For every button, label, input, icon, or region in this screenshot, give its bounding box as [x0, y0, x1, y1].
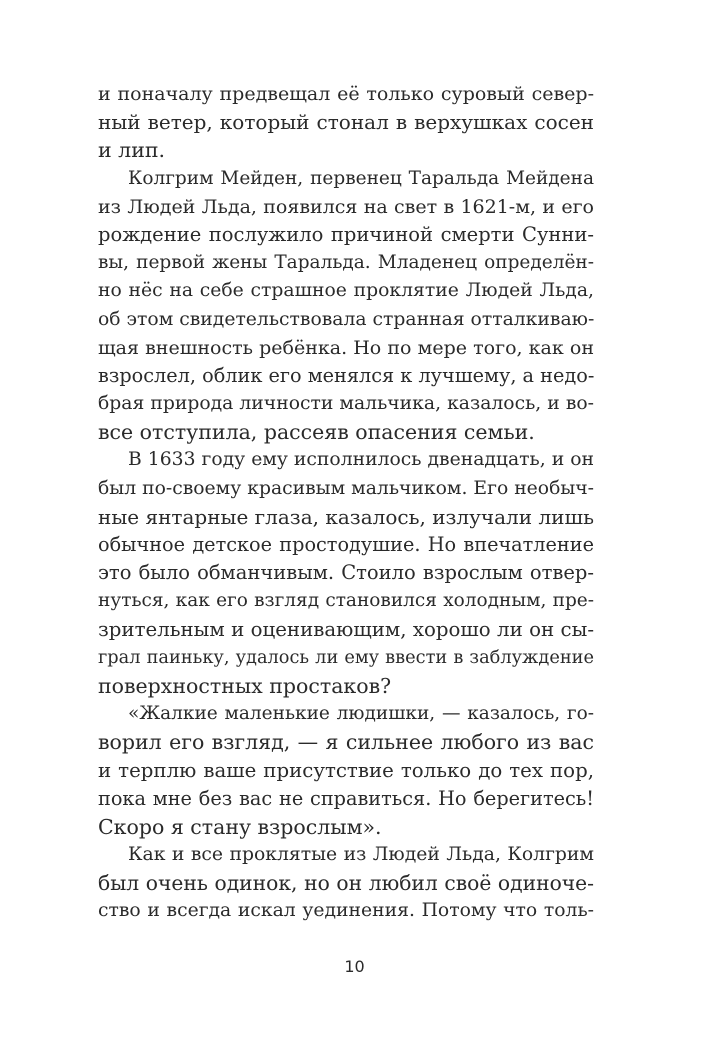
text-line: Скоро я стану взрослым». [98, 814, 382, 839]
text-line: пока мне без вас не справиться. Но берегитесь! [98, 786, 594, 810]
text-line: Как и все проклятые из Людей Льда, Колгрим [128, 844, 594, 866]
text-line: об этом свидетельствовала странная отталкиваю- [98, 308, 595, 330]
text-line: щая внешность ребёнка. Но по мере того, как он [98, 336, 594, 359]
text-line: все отступила, рассеяв опасения семьи. [98, 420, 535, 445]
text-line: но нёс на себе страшное проклятие Людей Льда, [98, 280, 594, 302]
text-line: нуться, как его взгляд становился холодным, пре- [98, 590, 594, 612]
page-number: 10 [344, 957, 365, 976]
text-line: грал паиньку, удалось ли ему ввести в заблуждение [98, 647, 594, 668]
text-line: ство и всегда искал уединения. Потому что толь- [98, 900, 594, 922]
text-line: был по-своему красивым мальчиком. Его необыч- [98, 477, 595, 499]
body-text [98, 80, 594, 926]
text-line: ворил его взгляд, — я сильнее любого из вас [98, 730, 594, 755]
text-line: брая природа личности мальчика, казалось, и во- [98, 393, 594, 415]
text-line: рождение послужило причиной смерти Сунни- [98, 222, 594, 246]
text-line: ный ветер, который стонал в верхушках сосен [98, 110, 594, 135]
text-line: был очень одинок, но он любил своё одиноче- [98, 871, 594, 896]
text-line: это было обманчивым. Стоило взрослым отвер- [98, 561, 594, 585]
text-line: «Жалкие маленькие людишки, — казалось, го- [128, 703, 594, 725]
text-line: поверхностных простаков? [98, 673, 392, 698]
text-line: ные янтарные глаза, казалось, излучали лишь [98, 504, 594, 529]
text-line: и лип. [98, 138, 166, 163]
text-line: и терплю ваше присутствие только до тех пор, [98, 758, 594, 782]
text-line: вы, первой жены Таральда. Младенец определён- [98, 252, 594, 274]
text-line: взрослел, облик его менялся к лучшему, а недо- [98, 363, 595, 387]
text-line: и поначалу предвещал её только суровый север- [98, 83, 594, 105]
text-line: из Людей Льда, появился на свет в 1621-м, и его [98, 195, 594, 218]
text-line: зрительным и оценивающим, хорошо ли он сы- [98, 617, 594, 641]
text-line: В 1633 году ему исполнилось двенадцать, и он [128, 449, 594, 471]
text-line: Колгрим Мейден, первенец Таральда Мейдена [128, 167, 594, 189]
text-line: обычное детское простодушие. Но впечатление [98, 533, 594, 556]
